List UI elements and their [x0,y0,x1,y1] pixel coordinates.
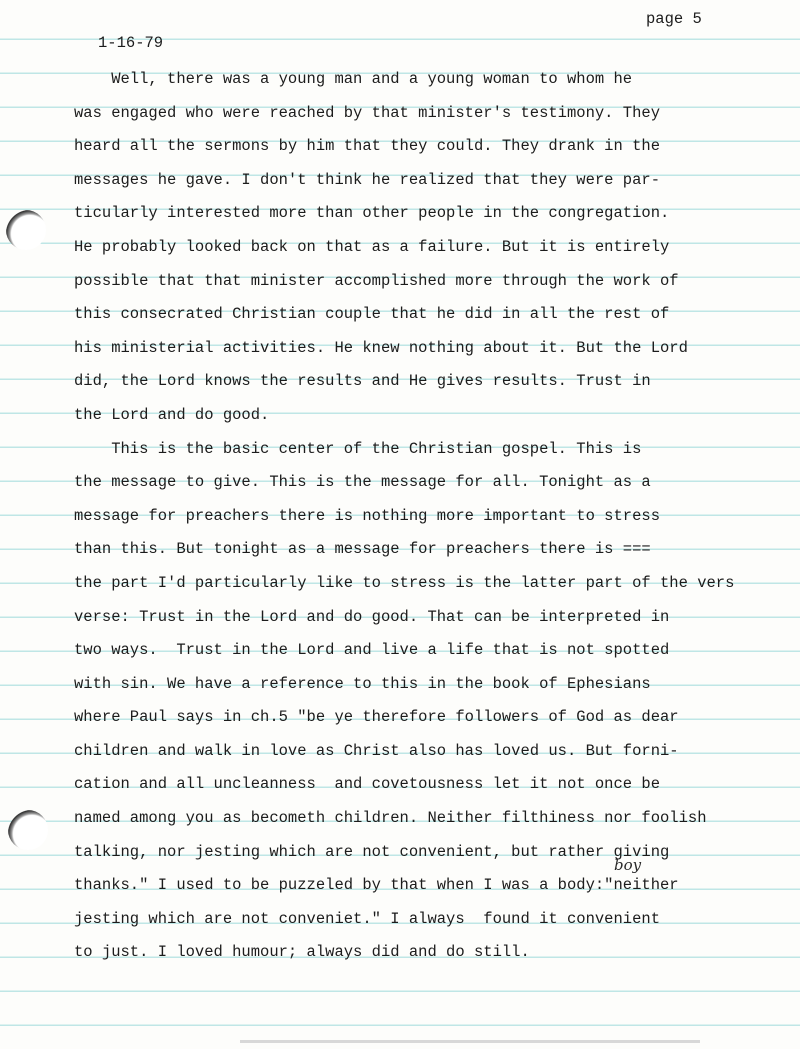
text-line: where Paul says in ch.5 "be ye therefore followers of God as dear [74,708,679,727]
text-line: the Lord and do good. [74,405,270,424]
text-line: thanks." I used to be puzzeled by that when I was a body:"neither [74,876,679,895]
text-line: He probably looked back on that as a failure. But it is entirely [74,237,670,256]
text-line: messages he gave. I don't think he realized that they were par- [74,170,660,189]
text-line: ticularly interested more than other people in the congregation. [74,204,670,223]
text-line: the part I'd particularly like to stress is the latter part of the vers [74,573,735,592]
text-line: did, the Lord knows the results and He gives results. Trust in [74,372,651,391]
text-line: Well, there was a young man and a young woman to whom he [74,70,633,88]
text-line: cation and all uncleanness and covetousness let it not once be [74,775,660,794]
text-line: two ways. Trust in the Lord and live a life that is not spotted [74,641,670,660]
handwritten-correction: boy [614,856,642,874]
text-line: than this. But tonight as a message for preachers there is === [74,540,651,559]
text-line: This is the basic center of the Christian gospel. This is [74,439,642,458]
text-line: to just. I loved humour; always did and do still. [74,943,530,962]
text-line: children and walk in love as Christ also has loved us. But forni- [74,741,679,760]
text-line: heard all the sermons by him that they could. They drank in the [74,137,660,156]
text-line: named among you as becometh children. Neither filthiness nor foolish [74,809,707,828]
text-line: possible that that minister accomplished more through the work of [74,271,679,290]
page-number: page 5 [646,10,702,28]
scan-smudge [240,1040,700,1043]
typed-text-body [74,69,734,976]
punch-hole-icon [6,210,46,250]
text-line: was engaged who were reached by that minister's testimony. They [74,103,660,122]
text-line: the message to give. This is the message for all. Tonight as a [74,473,651,492]
text-line: with sin. We have a reference to this in the book of Ephesians [74,674,651,693]
punch-hole-icon [8,810,48,850]
document-date: 1-16-79 [98,34,164,52]
text-line: his ministerial activities. He knew nothing about it. But the Lord [74,338,688,357]
text-line: this consecrated Christian couple that he did in all the rest of [74,305,670,324]
text-line: jesting which are not conveniet." I always found it convenient [74,909,660,928]
text-line: message for preachers there is nothing more important to stress [74,506,660,525]
text-line: talking, nor jesting which are not convenient, but rather giving [74,842,670,861]
text-line: verse: Trust in the Lord and do good. That can be interpreted in [74,607,670,626]
